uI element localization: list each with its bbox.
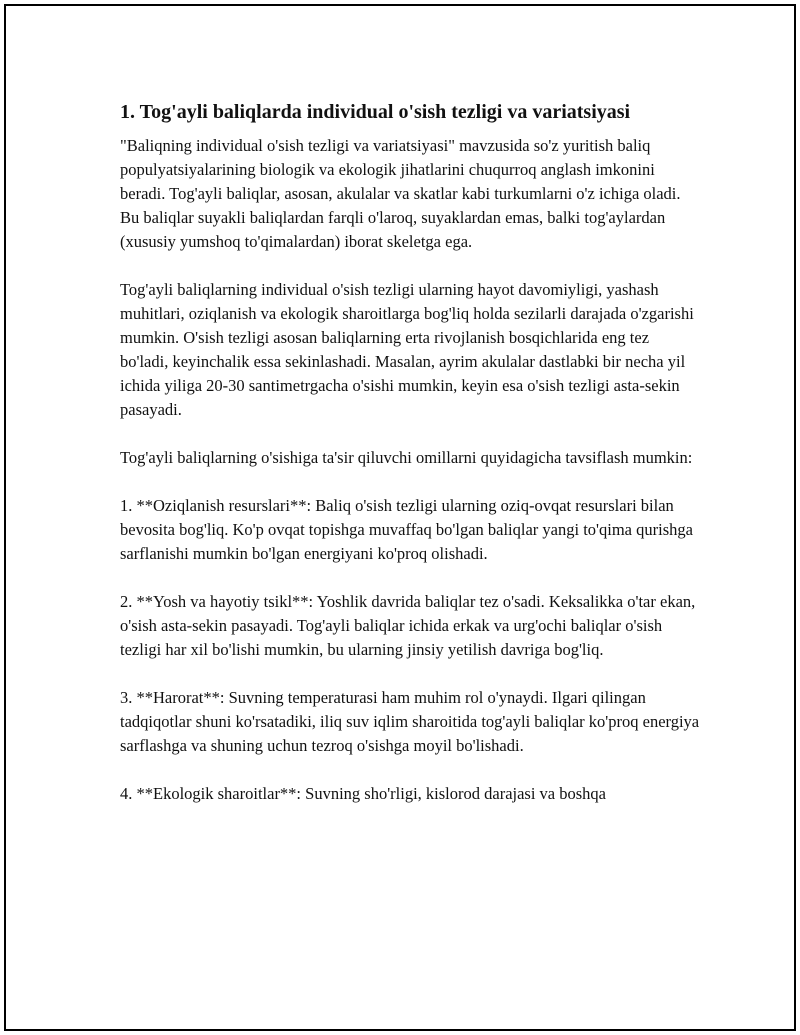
document-body (120, 98, 700, 830)
list-item-nutrition: 1. **Oziqlanish resurslari**: Baliq o'sish tezligi ularning oziq-ovqat resurslari bilan bevosita bog'liq. Ko'p ovqat topishga muvaffaq bo'lgan baliqlar yangi to'qima qurishga sarflanishi mumkin bo'lgan energiyani ko'proq olishadi. (120, 496, 693, 563)
document-page (4, 4, 796, 1031)
document-title: 1. Tog'ayli baliqlarda individual o'sish tezligi va variatsiyasi (120, 101, 631, 123)
paragraph-intro: "Baliqning individual o'sish tezligi va variatsiyasi" mavzusida so'z yuritish baliq populyatsiyalarining biologik va ekologik jihatlarini chuqurroq anglash imkonini beradi. Tog'ayli baliqlar, asosan, akulalar va skatlar kabi turkumlarni o'z ichiga oladi. Bu baliqlar suyakli baliqlardan farqli o'laroq, suyaklardan emas, balki tog'aylardan (xususiy yumshoq to'qimalardan) iborat skeletga ega. (120, 136, 681, 251)
list-item-age-lifecycle: 2. **Yosh va hayotiy tsikl**: Yoshlik davrida baliqlar tez o'sadi. Keksalikka o'tar ekan, o'sish asta-sekin pasayadi. Tog'ayli baliqlar ichida erkak va urg'ochi baliqlar o'sish tezligi har xil bo'lishi mumkin, bu ularning jinsiy yetilish davriga bog'liq. (120, 592, 696, 659)
paragraph-growth-rate: Tog'ayli baliqlarning individual o'sish tezligi ularning hayot davomiyligi, yashash muhitlari, oziqlanish va ekologik sharoitlarga bog'liq holda sezilarli darajada o'zgarishi mumkin. O'sish tezligi asosan baliqlarning erta rivojlanish bosqichlarida eng tez bo'ladi, keyinchalik essa sekinlashadi. Masalan, ayrim akulalar dastlabki bir necha yil ichida yiliga 20-30 santimetrgacha o'sishi mumkin, keyin esa o'sish tezligi asta-sekin pasayadi. (120, 280, 694, 419)
list-item-ecological-conditions: 4. **Ekologik sharoitlar**: Suvning sho'rligi, kislorod darajasi va boshqa (120, 784, 607, 803)
list-item-temperature: 3. **Harorat**: Suvning temperaturasi ham muhim rol o'ynaydi. Ilgari qilingan tadqiqotlar shuni ko'rsatadiki, iliq suv iqlim sharoitida tog'ayli baliqlar ko'proq energiya sarflashga va shuning uchun tezroq o'sishga moyil bo'lishadi. (120, 688, 700, 755)
paragraph-factors-intro: Tog'ayli baliqlarning o'sishiga ta'sir qiluvchi omillarni quyidagicha tavsiflash mumkin: (120, 448, 693, 467)
